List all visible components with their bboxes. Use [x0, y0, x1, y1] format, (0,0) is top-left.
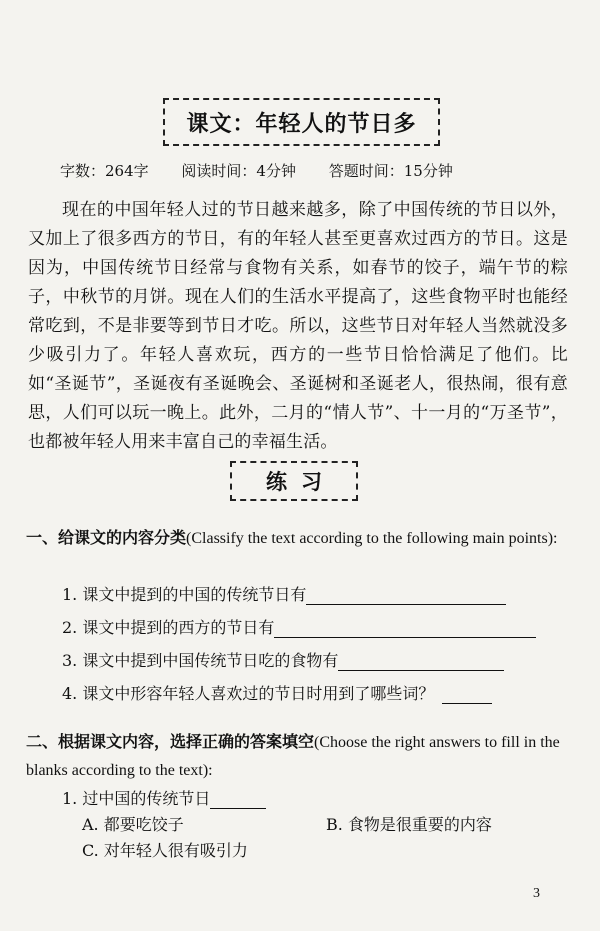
page-number: 3	[533, 886, 540, 901]
word-count: 字数：264字	[60, 162, 149, 180]
answer-blank[interactable]	[210, 790, 266, 809]
option-c[interactable]: C. 对年轻人很有吸引力	[82, 841, 248, 860]
section-1-item-4	[62, 681, 492, 704]
option-a[interactable]: A. 都要吃饺子	[82, 815, 184, 834]
answer-time: 答题时间：15分钟	[328, 162, 453, 180]
item-1-text: 1. 课文中提到的中国的传统节日有	[62, 585, 307, 604]
item-2-text: 2. 课文中提到的西方的节日有	[62, 618, 275, 637]
reading-stats	[60, 160, 560, 181]
section-1-item-2	[62, 615, 536, 638]
option-b[interactable]: B. 食物是很重要的内容	[326, 815, 492, 834]
answer-blank[interactable]	[442, 685, 492, 704]
lesson-title-box	[163, 98, 440, 146]
section-1-heading: 一、给课文的内容分类	[26, 528, 187, 547]
lesson-title: 课文：年轻人的节日多	[186, 111, 417, 137]
section-2-header	[26, 728, 571, 784]
answer-blank[interactable]	[338, 652, 504, 671]
item-3-text: 3. 课文中提到中国传统节日吃的食物有	[62, 651, 339, 670]
section-2-question-1	[62, 786, 266, 809]
section-2-instruction: (Choose the right answers to fill in the blanks according to the text):	[26, 734, 560, 779]
item-4-text: 4. 课文中形容年轻人喜欢过的节日时用到了哪些词？	[62, 684, 435, 703]
section-1-item-1	[62, 582, 506, 605]
section-1-header	[26, 524, 571, 552]
answer-blank[interactable]	[274, 619, 536, 638]
passage-text: 现在的中国年轻人过的节日越来越多，除了中国传统的节日以外，又加上了很多西方的节日，有的年轻人甚至更喜欢过西方的节日。这是因为，中国传统节日经常与食物有关系，如春节的饺子，端午节的粽子，中秋节的月饼。现在人们的生活水平提高了，这些食物平时也能经常吃到，不是非要等到节日才吃。所以，这些节日对年轻人当然就没多少吸引力了。年轻人喜欢玩，西方的一些节日恰恰满足了他们。比如“圣诞节”，圣诞夜有圣诞晚会、圣诞树和圣诞老人，很热闹，很有意思，人们可以玩一晚上。此外，二月的“情人节”、十一月的“万圣节”，也都被年轻人用来丰富自己的幸福生活。	[28, 200, 568, 452]
question-1-text: 1. 过中国的传统节日	[62, 789, 211, 808]
reading-time: 阅读时间：4分钟	[181, 162, 296, 180]
exercise-title: 练习	[266, 470, 336, 494]
section-1-instruction: (Classify the text according to the following main points):	[186, 530, 558, 547]
section-2-heading: 二、根据课文内容，选择正确的答案填空	[26, 732, 315, 751]
exercise-title-box	[230, 461, 358, 501]
section-1-item-3	[62, 648, 504, 671]
answer-blank[interactable]	[306, 586, 506, 605]
